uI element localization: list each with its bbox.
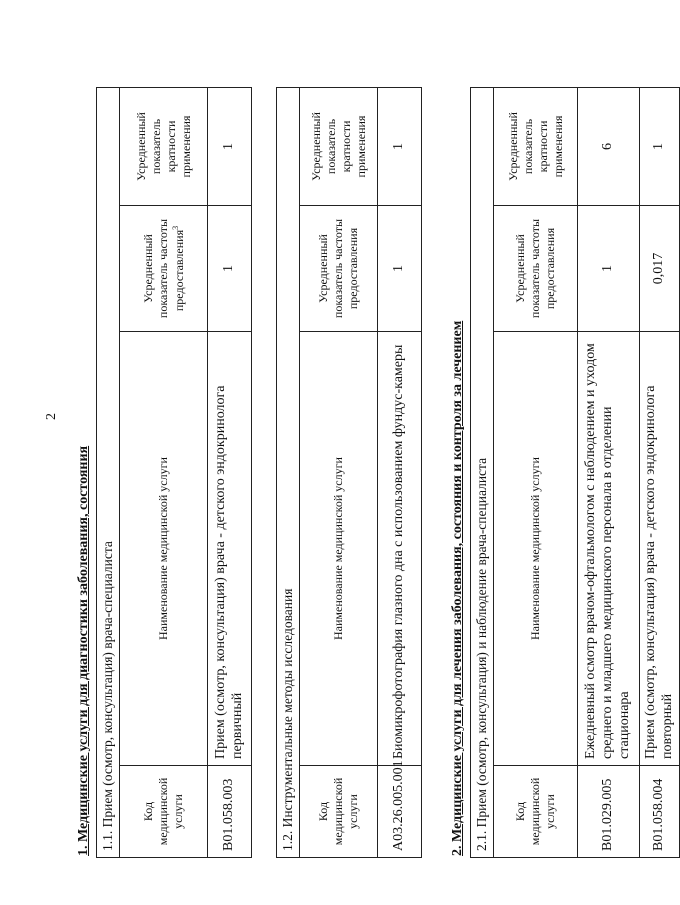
header-mult: Усредненный показатель кратности применения — [120, 88, 208, 206]
service-freq: 1 — [378, 206, 422, 332]
table-row — [640, 87, 680, 857]
service-freq: 1 — [578, 206, 640, 332]
service-code: A03.26.005.001 — [378, 766, 422, 858]
table-row — [378, 87, 422, 857]
rotated-document-body — [72, 0, 675, 858]
service-name: Прием (осмотр, консультация) врача - детского эндокринолога первичный — [208, 332, 252, 766]
service-name: Прием (осмотр, консультация) врача - детского эндокринолога повторный — [640, 332, 680, 766]
header-code: Код медицинской услуги — [120, 766, 208, 858]
table-row — [208, 88, 252, 858]
page-number: 2 — [44, 413, 59, 420]
service-name: Ежедневный осмотр врачом-офтальмологом с наблюдением и уходом среднего и младшего медицинского персонала в отделении стационара — [578, 332, 640, 766]
spacer — [422, 0, 446, 858]
service-freq: 0,017 — [640, 206, 680, 332]
service-mult: 1 — [640, 87, 680, 205]
subsection-1-1-title: 1.1. Прием (осмотр, консультация) врача-специалиста — [97, 88, 120, 858]
header-mult: Усредненный показатель кратности применения — [494, 87, 578, 205]
header-freq: Усредненный показатель частоты предоставления — [300, 206, 378, 332]
header-code: Код медицинской услуги — [494, 766, 578, 858]
header-name: Наименование медицинской услуги — [120, 332, 208, 766]
subsection-2-1-title: 2.1. Прием (осмотр, консультация) и наблюдение врача-специалиста — [471, 87, 494, 857]
service-freq: 1 — [208, 206, 252, 332]
service-code: B01.058.003 — [208, 766, 252, 858]
header-code: Код медицинской услуги — [300, 766, 378, 858]
header-freq: Усредненный показатель частоты предоставления$^3$ — [120, 206, 208, 332]
subsection-1-2-title: 1.2. Инструментальные методы исследования — [277, 87, 300, 857]
header-name: Наименование медицинской услуги — [300, 332, 378, 766]
table-1-2 — [276, 87, 422, 858]
table-2-1 — [470, 87, 680, 858]
service-mult: 6 — [578, 87, 640, 205]
service-code: B01.029.005 — [578, 766, 640, 858]
header-mult: Усредненный показатель кратности применения — [300, 87, 378, 205]
table-1-1 — [96, 87, 252, 858]
header-freq: Усредненный показатель частоты предоставления — [494, 206, 578, 332]
service-mult: 1 — [378, 87, 422, 205]
header-name: Наименование медицинской услуги — [494, 332, 578, 766]
service-code: B01.058.004 — [640, 766, 680, 858]
table-row — [578, 87, 640, 857]
section-1-title: 1. Медицинские услуги для диагностики заболевания, состояния — [76, 445, 91, 856]
service-name: Биомикрофотография глазного дна с использованием фундус-камеры — [378, 332, 422, 766]
section-2-title: 2. Медицинские услуги для лечения заболевания, состояния и контроля за лечением — [450, 320, 465, 856]
spacer — [252, 0, 276, 858]
service-mult: 1 — [208, 88, 252, 206]
